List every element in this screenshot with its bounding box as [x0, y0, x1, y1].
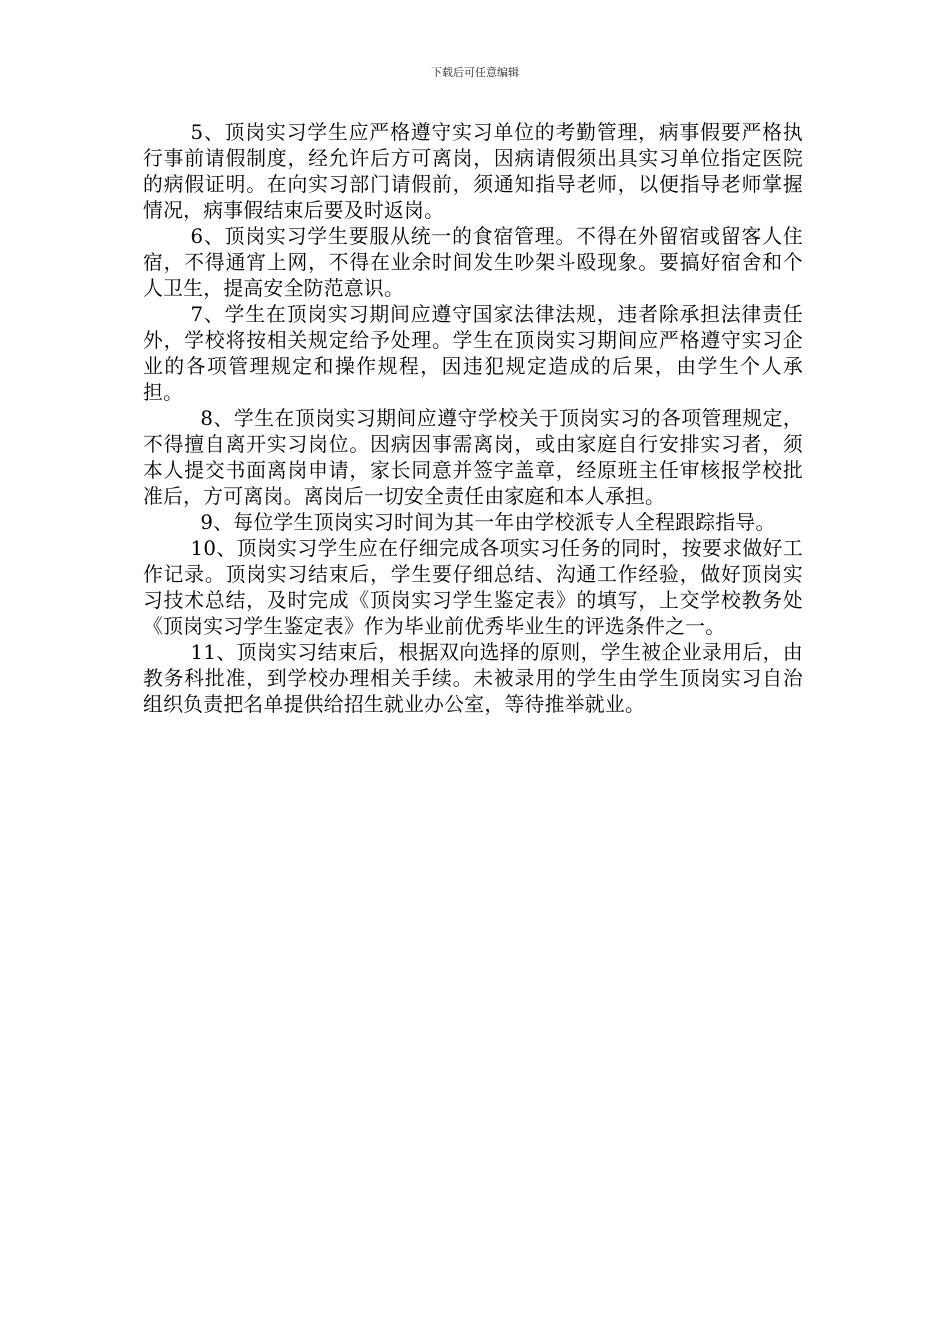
- rule-paragraph-11: 11、顶岗实习结束后，根据双向选择的原则，学生被企业录用后，由教务科批准，到学校办理相关手续。未被录用的学生由学生顶岗实习自治组织负责把名单提供给招生就业办公室，等待推举就业。: [143, 641, 803, 716]
- rule-paragraph-7: 7、学生在顶岗实习期间应遵守国家法律法规，违者除承担法律责任外，学校将按相关规定给予处理。学生在顶岗实习期间应严格遵守实习企业的各项管理规定和操作规程，因违犯规定造成的后果，由学生个人承担。: [143, 303, 803, 404]
- page-header: 下载后可任意编辑: [431, 66, 519, 79]
- rule-paragraph-9: 9、每位学生顶岗实习时间为其一年由学校派专人全程跟踪指导。: [200, 511, 776, 534]
- document-body: [143, 120, 803, 718]
- rule-paragraph-10: 10、顶岗实习学生应在仔细完成各项实习任务的同时，按要求做好工作记录。顶岗实习结束后，学生要仔细总结、沟通工作经验，做好顶岗实习技术总结，及时完成《顶岗实习学生鉴定表》的填写，上交学校教务处《顶岗实习学生鉴定表》作为毕业前优秀毕业生的评选条件之一。: [143, 537, 803, 638]
- rule-paragraph-6: 6、顶岗实习学生要服从统一的食宿管理。不得在外留宿或留客人住宿，不得通宵上网，不得在业余时间发生吵架斗殴现象。要搞好宿舍和个人卫生，提高安全防范意识。: [143, 225, 803, 300]
- rule-paragraph-8: 8、学生在顶岗实习期间应遵守学校关于顶岗实习的各项管理规定，不得擅自离开实习岗位。因病因事需离岗，或由家庭自行安排实习者，须本人提交书面离岗申请，家长同意并签字盖章，经原班主任审核报学校批准后，方可离岗。离岗后一切安全责任由家庭和本人承担。: [143, 407, 803, 508]
- rule-paragraph-5: 5、顶岗实习学生应严格遵守实习单位的考勤管理，病事假要严格执行事前请假制度，经允许后方可离岗，因病请假须出具实习单位指定医院的病假证明。在向实习部门请假前，须通知指导老师，以便指导老师掌握情况，病事假结束后要及时返岗。: [143, 121, 803, 222]
